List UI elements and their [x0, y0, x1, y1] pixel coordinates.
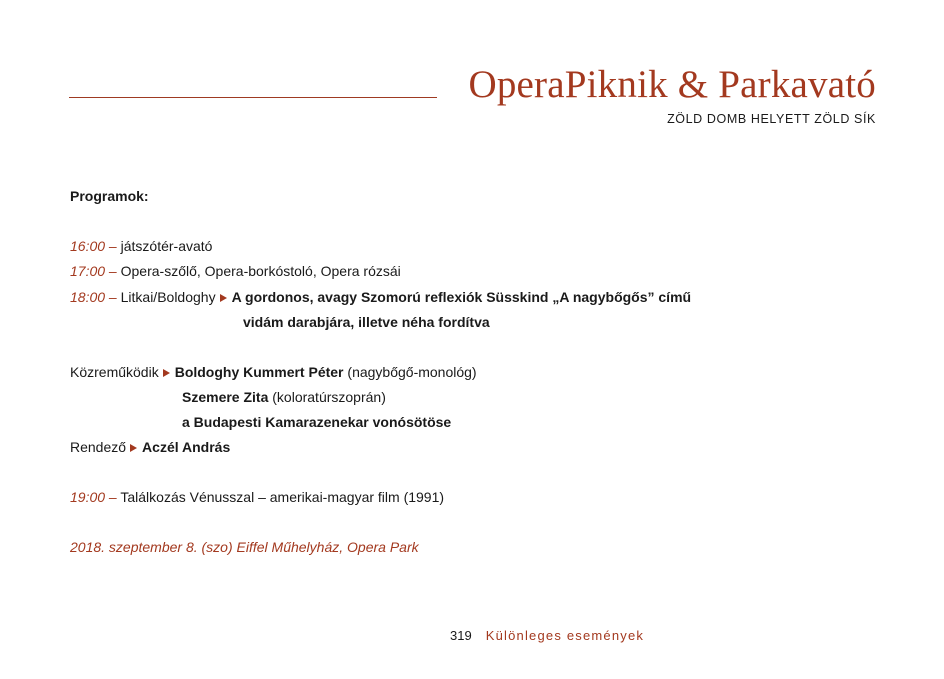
- contributor-row-3: [182, 413, 451, 431]
- director-label: Rendező: [70, 439, 127, 455]
- page-footer: [450, 628, 644, 643]
- schedule-text: Opera-szőlő, Opera-borkóstoló, Opera rózsái: [120, 263, 401, 279]
- performance-title-line-1: A gordonos, avagy Szomorú reflexiók Süsskind „A nagybőgős” című: [231, 289, 692, 305]
- director-row: [70, 438, 230, 456]
- programs-heading: Programok:: [70, 188, 149, 204]
- schedule-time: 16:00: [70, 238, 106, 254]
- title-rule: [69, 97, 437, 98]
- date-location: 2018. szeptember 8. (szo) Eiffel Műhelyház, Opera Park: [70, 539, 419, 555]
- schedule-item-1900: [70, 488, 444, 506]
- contributors-label: Közreműködik: [70, 364, 159, 380]
- performance-title-line-2: vidám darabjára, illetve néha fordítva: [243, 314, 490, 330]
- schedule-dash: –: [105, 238, 121, 254]
- schedule-text: játszótér-avató: [120, 238, 213, 254]
- contributor-name: Boldoghy Kummert Péter: [174, 364, 344, 380]
- schedule-dash: –: [105, 263, 121, 279]
- schedule-item-1700: [70, 262, 401, 280]
- page-title: OperaPiknik & Parkavató: [468, 63, 876, 106]
- schedule-item-1600: [70, 237, 212, 255]
- contributor-role: (nagybőgő-monológ): [343, 364, 477, 380]
- schedule-time: 18:00: [70, 289, 106, 305]
- schedule-time: 17:00: [70, 263, 106, 279]
- schedule-text: Litkai/Boldoghy: [120, 289, 216, 305]
- schedule-item-1800: [70, 288, 691, 306]
- schedule-dash: –: [105, 289, 121, 305]
- page-number: 319: [450, 628, 472, 643]
- triangle-right-icon: [163, 369, 170, 377]
- schedule-dash: –: [105, 489, 121, 505]
- contributor-name: a Budapesti Kamarazenekar vonósötöse: [182, 414, 452, 430]
- schedule-text: Találkozás Vénusszal – amerikai-magyar film (1991): [120, 489, 445, 505]
- triangle-right-icon: [130, 444, 137, 452]
- contributor-row-2: [182, 388, 386, 406]
- contributor-role: (koloratúrszoprán): [268, 389, 386, 405]
- director-name: Aczél András: [142, 439, 231, 455]
- contributor-name: Szemere Zita: [182, 389, 269, 405]
- contributor-row-1: [70, 363, 477, 381]
- schedule-time: 19:00: [70, 489, 106, 505]
- page-subtitle: ZÖLD DOMB HELYETT ZÖLD SÍK: [667, 112, 876, 126]
- section-name: Különleges események: [485, 628, 645, 643]
- triangle-right-icon: [220, 294, 227, 302]
